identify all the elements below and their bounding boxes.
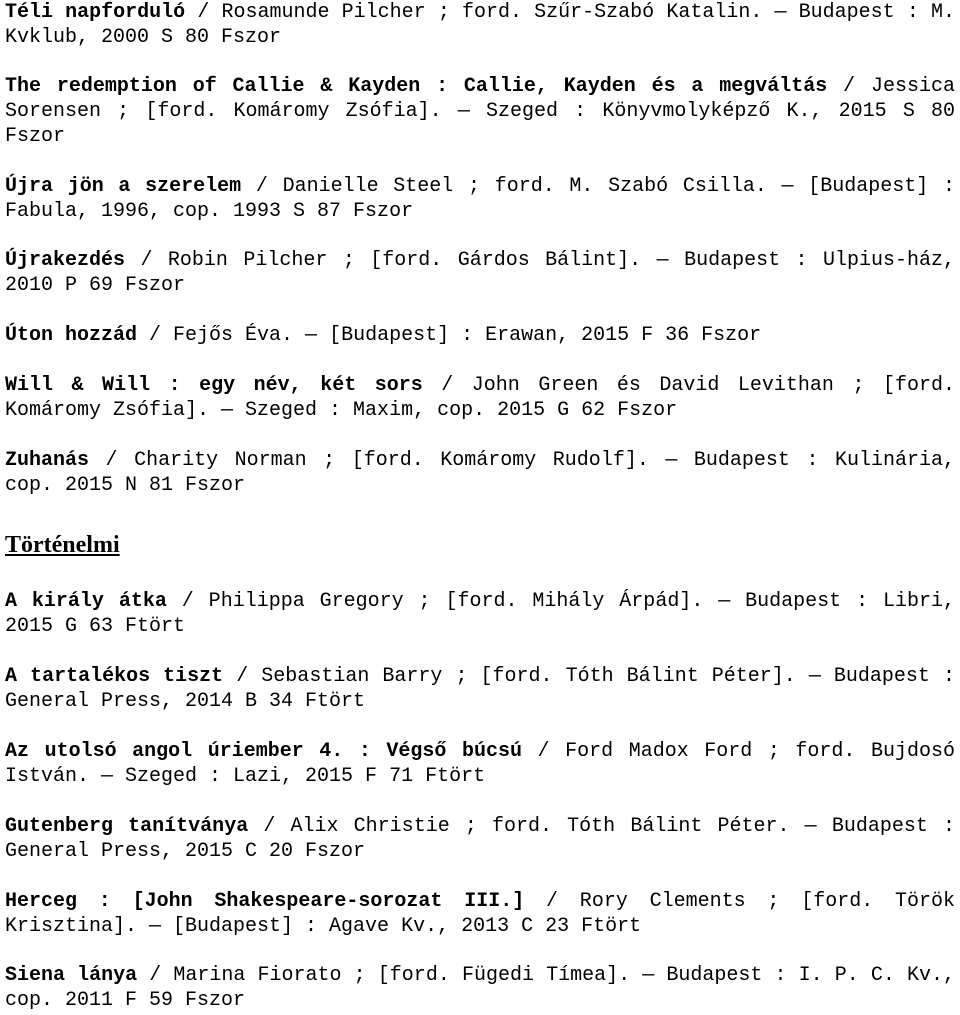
- book-title: A tartalékos tiszt: [5, 665, 224, 688]
- list-item: [5, 889, 955, 939]
- book-title: Úton hozzád: [5, 324, 138, 347]
- book-title: Téli napforduló: [5, 1, 186, 24]
- list-item: [5, 739, 955, 789]
- list-item: [5, 664, 955, 714]
- book-title: The redemption of Callie & Kayden : Callie, Kayden és a megváltás: [5, 75, 828, 98]
- book-title: Herceg : [John Shakespeare-sorozat III.]: [5, 890, 525, 913]
- book-details: / Marina Fiorato ; [ford. Fügedi Tímea]. — Budapest : I. P. C. Kv., cop. 2011 F 59 Fszor: [5, 964, 955, 1012]
- book-title: Gutenberg tanítványa: [5, 815, 249, 838]
- book-title: Újrakezdés: [5, 249, 126, 272]
- list-item: [5, 814, 955, 864]
- list-item: [5, 0, 955, 50]
- book-title: Újra jön a szerelem: [5, 175, 242, 198]
- book-details: / John Green és David Levithan ; [ford. Komáromy Zsófia]. — Szeged : Maxim, cop. 2015 G 62 Fszor: [5, 374, 956, 422]
- section-heading: Történelmi: [5, 532, 120, 558]
- book-details: / Danielle Steel ; ford. M. Szabó Csilla. — [Budapest] : Fabula, 1996, cop. 1993 S 87 Fszor: [5, 175, 955, 223]
- list-item: [5, 373, 955, 423]
- book-title: Siena lánya: [5, 964, 138, 987]
- book-details: / Fejős Éva. — [Budapest] : Erawan, 2015 F 36 Fszor: [137, 324, 762, 347]
- book-details: / Rosamunde Pilcher ; ford. Szűr-Szabó Katalin. — Budapest : M. Kvklub, 2000 S 80 Fszor: [5, 1, 956, 49]
- list-item: [5, 589, 955, 639]
- list-item: [5, 174, 955, 224]
- book-details: / Ford Madox Ford ; ford. Bujdosó István. — Szeged : Lazi, 2015 F 71 Ftört: [5, 740, 955, 788]
- book-details: / Robin Pilcher ; [ford. Gárdos Bálint]. — Budapest : Ulpius-ház, 2010 P 69 Fszor: [5, 249, 955, 297]
- list-item: [5, 963, 955, 1013]
- book-details: / Charity Norman ; [ford. Komáromy Rudolf]. — Budapest : Kulinária, cop. 2015 N 81 Fszor: [5, 449, 955, 497]
- book-details: / Rory Clements ; [ford. Török Krisztina]. — [Budapest] : Agave Kv., 2013 C 23 Ftört: [5, 890, 956, 938]
- book-title: Will & Will : egy név, két sors: [5, 374, 423, 397]
- book-details: / Sebastian Barry ; [ford. Tóth Bálint Péter]. — Budapest : General Press, 2014 B 34 Ftört: [5, 665, 955, 713]
- book-title: Az utolsó angol úriember 4. : Végső búcsú: [5, 740, 522, 763]
- list-item: [5, 74, 955, 149]
- list-item: [5, 448, 955, 498]
- list-item: [5, 248, 955, 298]
- book-details: / Alix Christie ; ford. Tóth Bálint Péter. — Budapest : General Press, 2015 C 20 Fszor: [5, 815, 956, 863]
- book-title: A király átka: [5, 590, 167, 613]
- list-item: [5, 323, 955, 348]
- book-title: Zuhanás: [5, 449, 90, 472]
- book-details: / Philippa Gregory ; [ford. Mihály Árpád]. — Budapest : Libri, 2015 G 63 Ftört: [5, 590, 956, 638]
- book-details: / Jessica Sorensen ; [ford. Komáromy Zsófia]. — Szeged : Könyvmolyképző K., 2015 S 80 Fszor: [5, 75, 955, 148]
